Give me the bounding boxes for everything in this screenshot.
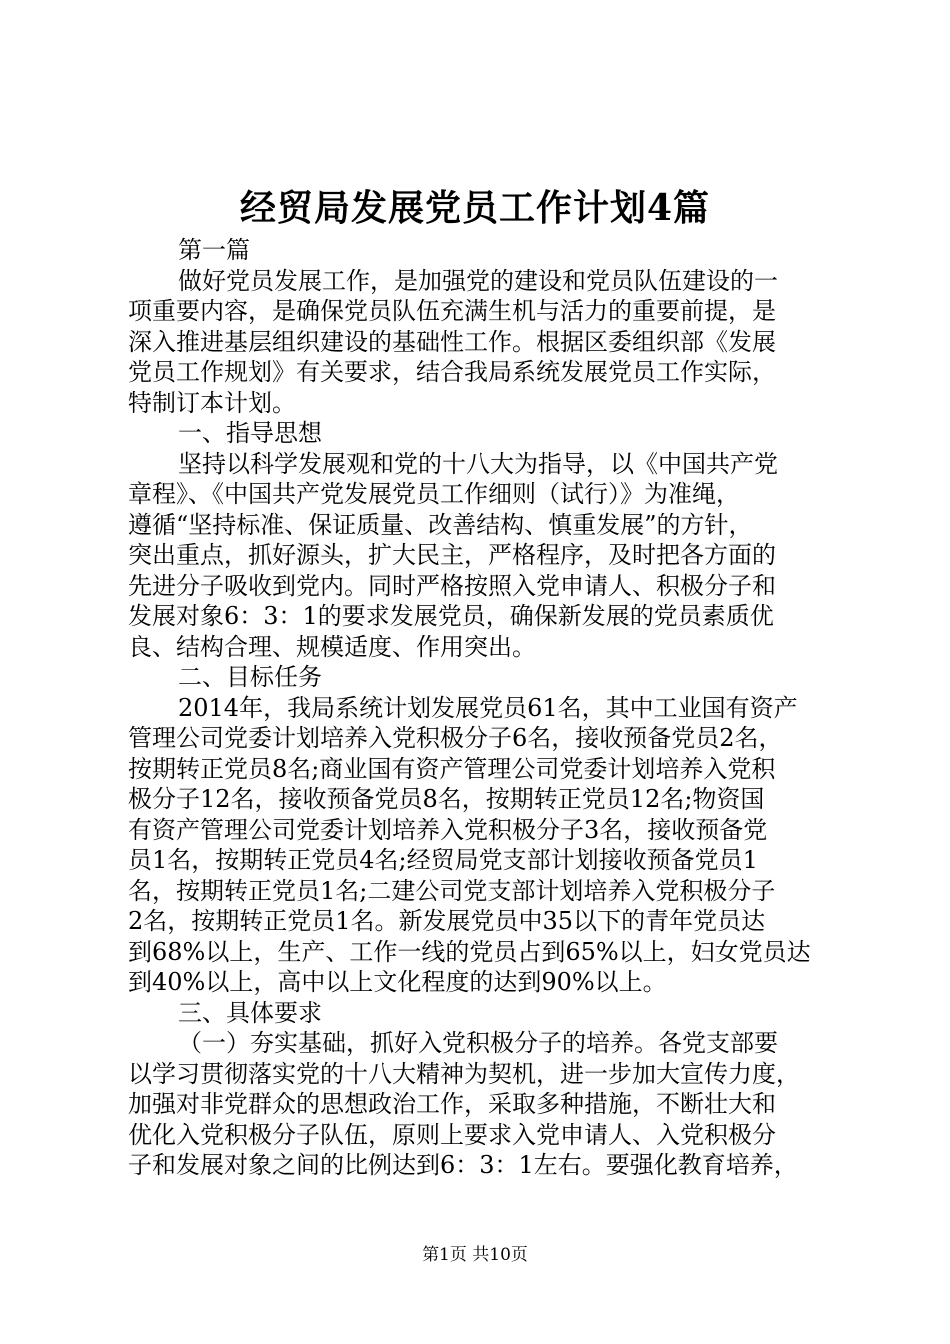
- text-line: 第一篇: [178, 236, 250, 264]
- text-line: 党员工作规划》有关要求，结合我局系统发展党员工作实际，: [128, 358, 776, 386]
- text-line: 先进分子吸收到党内。同时严格按照入党申请人、积极分子和: [128, 571, 776, 600]
- document-title: 经贸局发展党员工作计划4篇: [239, 187, 711, 229]
- text-line: 深入推进基层组织建设的基础性工作。根据区委组织部《发展: [128, 327, 776, 356]
- text-line: 名，按期转正党员1名;二建公司党支部计划培养入党积极分子: [128, 876, 776, 905]
- text-line: 良、结构合理、规模适度、作用突出。: [128, 632, 536, 661]
- text-line: 到40%以上，高中以上文化程度的达到90%以上。: [128, 968, 667, 996]
- text-line: 发展对象6：3：1的要求发展党员，确保新发展的党员素质优: [128, 602, 774, 630]
- text-line: 优化入党积极分子队伍，原则上要求入党申请人、入党积极分: [128, 1120, 776, 1149]
- text-line: 章程》、《中国共产党发展党员工作细则（试行）》为准绳，: [128, 480, 740, 508]
- text-line: 坚持以科学发展观和党的十八大为指导，以《中国共产党: [178, 449, 778, 478]
- text-line: 以学习贯彻落实党的十八大精神为契机，进一步加大宣传力度，: [128, 1059, 800, 1088]
- text-line: 突出重点，抓好源头，扩大民主，严格程序，及时把各方面的: [128, 541, 776, 569]
- text-line: 项重要内容，是确保党员队伍充满生机与活力的重要前提，是: [128, 297, 776, 325]
- text-line: 遵循“坚持标准、保证质量、改善结构、慎重发展”的方针，: [128, 510, 753, 539]
- page-footer: 第1页 共10页: [422, 1245, 528, 1265]
- text-line: 管理公司党委计划培养入党积极分子6名，接收预备党员2名，: [128, 724, 783, 752]
- text-line: 加强对非党群众的思想政治工作，采取多种措施，不断壮大和: [128, 1090, 776, 1118]
- text-line: 2014年，我局系统计划发展党员61名，其中工业国有资产: [178, 693, 798, 722]
- text-line: 做好党员发展工作，是加强党的建设和党员队伍建设的一: [178, 266, 778, 295]
- text-line: 到68%以上，生产、工作一线的党员占到65%以上，妇女党员达: [128, 937, 811, 966]
- text-line: 2名，按期转正党员1名。新发展党员中35以下的青年党员达: [128, 907, 766, 935]
- text-line: （一）夯实基础，抓好入党积极分子的培养。各党支部要: [178, 1029, 778, 1057]
- text-line: 三、具体要求: [178, 998, 322, 1027]
- text-line: 子和发展对象之间的比例达到6：3：1左右。要强化教育培养，: [128, 1151, 798, 1179]
- text-line: 一、指导思想: [178, 419, 322, 447]
- text-line: 员1名，按期转正党员4名;经贸局党支部计划接收预备党员1: [128, 846, 758, 874]
- document-body: [128, 235, 828, 1181]
- text-line: 极分子12名，接收预备党员8名，按期转正党员12名;物资国: [128, 785, 765, 813]
- text-line: 有资产管理公司党委计划培养入党积极分子3名，接收预备党: [128, 815, 768, 844]
- text-line: 二、目标任务: [178, 663, 322, 691]
- text-line: 按期转正党员8名;商业国有资产管理公司党委计划培养入党积: [128, 754, 776, 783]
- text-line: 特制订本计划。: [128, 388, 296, 417]
